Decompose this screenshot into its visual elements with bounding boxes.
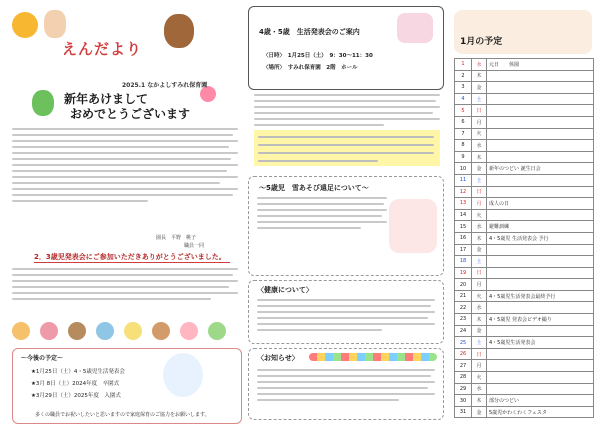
snake-illustration — [32, 90, 54, 116]
calendar-row — [455, 360, 594, 372]
calendar-weekday: 水 — [472, 302, 487, 314]
calendar-event — [487, 348, 594, 360]
calendar-weekday: 水 — [472, 59, 487, 71]
calendar-weekday: 火 — [472, 128, 487, 140]
calendar-row — [455, 406, 594, 418]
calendar-event — [487, 174, 594, 186]
sun-icon — [12, 12, 38, 38]
january-calendar-table — [454, 58, 594, 418]
calendar-weekday: 土 — [472, 256, 487, 268]
calendar-event — [487, 105, 594, 117]
rabbit-illustration — [44, 10, 66, 38]
calendar-event — [487, 267, 594, 279]
calendar-weekday: 日 — [472, 348, 487, 360]
calendar-row — [455, 232, 594, 244]
calendar-event — [487, 140, 594, 152]
calendar-day: 14 — [455, 209, 472, 221]
bear-illustration — [164, 14, 194, 48]
calendar-day: 23 — [455, 314, 472, 326]
calendar-event — [487, 256, 594, 268]
calendar-day: 2 — [455, 70, 472, 82]
calendar-weekday: 木 — [472, 395, 487, 407]
snow-trip-box — [248, 176, 444, 276]
calendar-row — [455, 93, 594, 105]
calendar-event: 5歳児かわくわくフェスタ — [487, 406, 594, 418]
new-year-greeting — [64, 92, 190, 122]
schedule-item: ★1月25日（土）4・5歳児生活発表会 — [31, 369, 125, 375]
greeting-body-text — [12, 128, 238, 206]
health-title: 〈健康について〉 — [257, 286, 313, 294]
calendar-row — [455, 290, 594, 302]
calendar-event — [487, 93, 594, 105]
calendar-header-art — [454, 10, 592, 54]
snowman-illustration — [163, 353, 203, 397]
notice-title: 〈お知らせ〉 — [257, 354, 299, 362]
greeting-line-1: 新年あけまして — [64, 92, 149, 106]
calendar-row — [455, 267, 594, 279]
calendar-event: 元日 休園 — [487, 59, 594, 71]
notice-body-text — [257, 369, 435, 405]
calendar-row — [455, 244, 594, 256]
calendar-event — [487, 360, 594, 372]
calendar-row — [455, 337, 594, 349]
calendar-weekday: 金 — [472, 325, 487, 337]
calendar-day: 26 — [455, 348, 472, 360]
calendar-row — [455, 59, 594, 71]
snow-children-illustration — [389, 199, 437, 253]
calendar-event — [487, 82, 594, 94]
calendar-row — [455, 163, 594, 175]
calendar-weekday: 日 — [472, 186, 487, 198]
staff-signature: 職員一同 — [184, 243, 205, 249]
calendar-row — [455, 128, 594, 140]
event-date: 〈日時〉 1月25日（土） 9：30～11：30 — [263, 53, 373, 59]
calendar-row — [455, 302, 594, 314]
column-left — [4, 4, 242, 420]
calendar-event: 避難訓練 — [487, 221, 594, 233]
calendar-day: 28 — [455, 372, 472, 384]
calendar-day: 9 — [455, 151, 472, 163]
calendar-weekday: 土 — [472, 337, 487, 349]
calendar-row — [455, 105, 594, 117]
schedule-title: ～今後の予定～ — [21, 355, 64, 362]
music-notes-illustration — [397, 13, 433, 43]
event-title: 4歳・5歳 生活発表会のご案内 — [259, 28, 360, 36]
newsletter-logo: えんだより — [62, 40, 143, 58]
calendar-day: 22 — [455, 302, 472, 314]
calendar-day: 29 — [455, 383, 472, 395]
calendar-weekday: 月 — [472, 116, 487, 128]
calendar-event — [487, 151, 594, 163]
calendar-day: 18 — [455, 256, 472, 268]
calendar-weekday: 木 — [472, 314, 487, 326]
calendar-day: 16 — [455, 232, 472, 244]
calendar-day: 24 — [455, 325, 472, 337]
calendar-event: 4・5歳児 発表会ビデオ撮り — [487, 314, 594, 326]
animal-row-illustration — [12, 322, 238, 342]
calendar-row — [455, 151, 594, 163]
calendar-day: 20 — [455, 279, 472, 291]
column-middle — [248, 4, 444, 420]
calendar-event — [487, 325, 594, 337]
calendar-day: 30 — [455, 395, 472, 407]
calendar-weekday: 土 — [472, 93, 487, 105]
calendar-row — [455, 372, 594, 384]
snow-trip-title: ～5歳児 雪あそび遠足について～ — [259, 184, 369, 192]
health-box — [248, 280, 444, 344]
calendar-day: 5 — [455, 105, 472, 117]
calendar-day: 1 — [455, 59, 472, 71]
calendar-title: 1月の予定 — [460, 37, 503, 47]
principal-signature: 園長 平野 桃子 — [156, 235, 197, 241]
colorful-bead-border — [309, 353, 437, 361]
upcoming-schedule-box — [12, 348, 242, 424]
calendar-row — [455, 348, 594, 360]
calendar-row — [455, 140, 594, 152]
calendar-row — [455, 325, 594, 337]
event-announcement-box — [248, 6, 444, 90]
calendar-event: 4・5歳児生活発表会最終予行 — [487, 290, 594, 302]
calendar-row — [455, 82, 594, 94]
issue-label: 2025.1 なかよしすみれ保育園 — [122, 82, 208, 89]
calendar-row — [455, 314, 594, 326]
calendar-day: 12 — [455, 186, 472, 198]
calendar-weekday: 水 — [472, 221, 487, 233]
section-2-body-text — [12, 268, 238, 304]
calendar-day: 4 — [455, 93, 472, 105]
calendar-day: 8 — [455, 140, 472, 152]
calendar-row — [455, 279, 594, 291]
calendar-weekday: 金 — [472, 82, 487, 94]
calendar-event — [487, 279, 594, 291]
calendar-weekday: 水 — [472, 383, 487, 395]
calendar-row — [455, 186, 594, 198]
schedule-item: ★3月29日（土）2025年度 入園式 — [31, 393, 121, 399]
calendar-weekday: 木 — [472, 151, 487, 163]
calendar-event — [487, 186, 594, 198]
calendar-weekday: 金 — [472, 163, 487, 175]
calendar-event: 4・5歳児 生活発表会 予行 — [487, 232, 594, 244]
calendar-weekday: 火 — [472, 209, 487, 221]
calendar-day: 6 — [455, 116, 472, 128]
calendar-event — [487, 70, 594, 82]
calendar-row — [455, 256, 594, 268]
calendar-day: 19 — [455, 267, 472, 279]
calendar-weekday: 木 — [472, 232, 487, 244]
calendar-event — [487, 128, 594, 140]
calendar-event — [487, 372, 594, 384]
calendar-row — [455, 198, 594, 210]
calendar-row — [455, 209, 594, 221]
calendar-weekday: 月 — [472, 279, 487, 291]
schedule-item: ★3月 8日（土）2024年度 卒園式 — [31, 381, 120, 387]
calendar-row — [455, 383, 594, 395]
calendar-weekday: 火 — [472, 372, 487, 384]
calendar-day: 25 — [455, 337, 472, 349]
section-2-rule — [34, 262, 230, 263]
calendar-day: 11 — [455, 174, 472, 186]
calendar-event — [487, 116, 594, 128]
calendar-weekday: 金 — [472, 406, 487, 418]
calendar-weekday: 水 — [472, 140, 487, 152]
calendar-weekday: 日 — [472, 105, 487, 117]
calendar-event: 部分のつどい — [487, 395, 594, 407]
calendar-weekday: 木 — [472, 70, 487, 82]
calendar-day: 21 — [455, 290, 472, 302]
calendar-weekday: 月 — [472, 198, 487, 210]
snow-trip-body-text — [257, 197, 387, 233]
calendar-row — [455, 70, 594, 82]
calendar-row — [455, 174, 594, 186]
calendar-row — [455, 221, 594, 233]
calendar-day: 15 — [455, 221, 472, 233]
calendar-event — [487, 209, 594, 221]
schedule-note: 多くの職員でお祝いしたいと思いますので家庭保育のご協力をお願いします。 — [35, 412, 210, 418]
health-body-text — [257, 299, 435, 335]
calendar-event: 新年のつどい 誕生日会 — [487, 163, 594, 175]
calendar-day: 31 — [455, 406, 472, 418]
greeting-line-2: おめでとうございます — [70, 107, 191, 121]
calendar-day: 17 — [455, 244, 472, 256]
calendar-day: 27 — [455, 360, 472, 372]
calendar-event — [487, 383, 594, 395]
calendar-weekday: 土 — [472, 174, 487, 186]
calendar-weekday: 月 — [472, 360, 487, 372]
column-right — [450, 4, 596, 420]
notice-box — [248, 348, 444, 420]
calendar-row — [455, 395, 594, 407]
calendar-weekday: 金 — [472, 244, 487, 256]
calendar-row — [455, 116, 594, 128]
calendar-event — [487, 244, 594, 256]
calendar-day: 10 — [455, 163, 472, 175]
calendar-day: 7 — [455, 128, 472, 140]
calendar-event: 4・5歳児生活発表会 — [487, 337, 594, 349]
calendar-event: 成人の日 — [487, 198, 594, 210]
calendar-day: 13 — [455, 198, 472, 210]
calendar-event — [487, 302, 594, 314]
section-2-title: 2．3歳児発表会にご参加いただきありがとうございました。 — [34, 253, 226, 261]
event-highlight-note — [254, 130, 440, 166]
calendar-day: 3 — [455, 82, 472, 94]
calendar-weekday: 日 — [472, 267, 487, 279]
event-place: 〈場所〉 すみれ保育園 2階 ホール — [263, 65, 358, 71]
event-body-text — [254, 94, 440, 130]
calendar-weekday: 火 — [472, 290, 487, 302]
